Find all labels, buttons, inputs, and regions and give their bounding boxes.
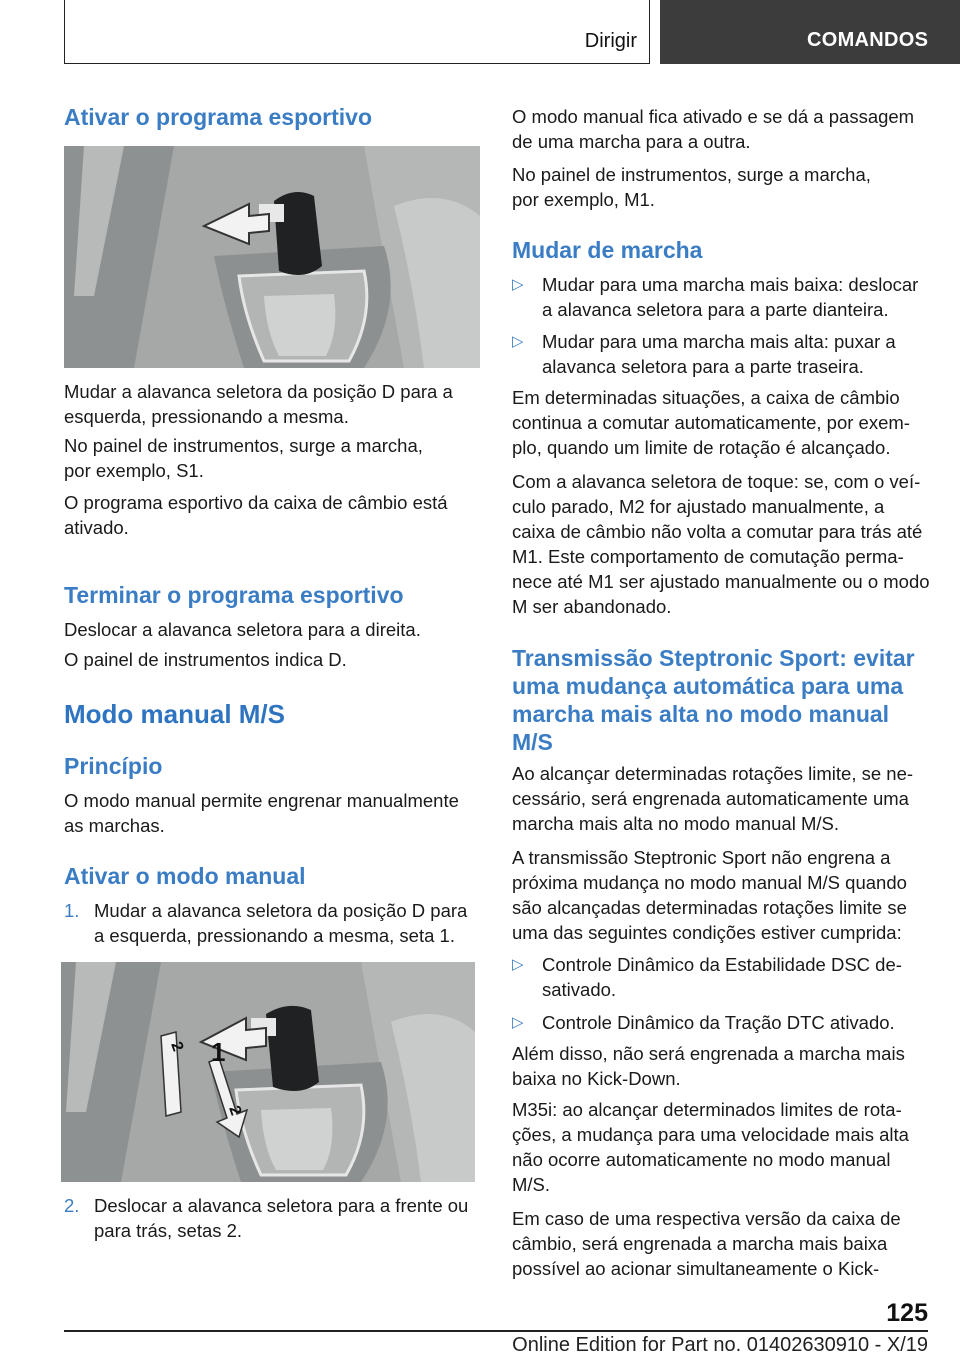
figure-gear-selector-manual bbox=[61, 962, 475, 1182]
heading-steptronic: Transmissão Steptronic Sport: evitar uma mudança automática para uma marcha mais alta no modo manual M/S bbox=[512, 645, 915, 755]
paragraph-touch-lever: Com a alavanca seletora de toque: se, com o veículo parado, M2 for ajustado manualmente, a caixa de câmbio não volta a comutar para trás até M1. Este comportamento de comutação permanece até M1 ser ajustado manualmente ou o modo M ser abandonado. bbox=[512, 471, 930, 617]
heading-activate-sport: Ativar o programa esportivo bbox=[64, 104, 373, 130]
paragraph-m35i: M35i: ao alcançar determinados limites de rotações, a mudança para uma velocidade mais alta não ocorre automaticamente no modo manual M/S. bbox=[512, 1099, 909, 1195]
bullet-marker: ▷ bbox=[512, 276, 524, 293]
figure-gear-selector-sport bbox=[64, 146, 480, 368]
heading-end-sport: Terminar o programa esportivo bbox=[64, 582, 404, 608]
paragraph-end-sport-display: O painel de instrumentos indica D. bbox=[64, 649, 347, 670]
bullet-dsc-text: Controle Dinâmico da Estabilidade DSC desativado. bbox=[542, 954, 902, 1000]
step-2-text: Deslocar a alavanca seletora para a frente ou para trás, setas 2. bbox=[94, 1195, 469, 1241]
gear-selector-manual-illustration bbox=[61, 962, 475, 1182]
gear-selector-illustration bbox=[64, 146, 480, 368]
paragraph-principle: O modo manual permite engrenar manualmente as marchas. bbox=[64, 790, 459, 836]
paragraph-end-sport-move: Deslocar a alavanca seletora para a direita. bbox=[64, 619, 421, 640]
paragraph-limit-rpm: Ao alcançar determinadas rotações limite, se necessário, será engrenada automaticamente uma marcha mais alta no modo manual M/S. bbox=[512, 763, 914, 834]
paragraph-manual-active: O modo manual fica ativado e se dá a passagem de uma marcha para a outra. bbox=[512, 106, 915, 152]
paragraph-sport-active: O programa esportivo da caixa de câmbio está ativado. bbox=[64, 492, 448, 538]
heading-shift-gear: Mudar de marcha bbox=[512, 237, 703, 263]
footer-edition: Online Edition for Part no. 01402630910 - X/19 bbox=[512, 1334, 928, 1356]
bullet-marker: ▷ bbox=[512, 956, 524, 973]
step-1-text: Mudar a alavanca seletora da posição D para a esquerda, pressionando a mesma, seta 1. bbox=[94, 900, 468, 946]
paragraph-auto-shift: Em determinadas situações, a caixa de câmbio continua a comutar automaticamente, por exemplo, quando um limite de rotação é alcançado. bbox=[512, 387, 910, 458]
page-number: 125 bbox=[886, 1299, 928, 1327]
arrow-label-1: 1 bbox=[211, 1037, 226, 1067]
bullet-marker: ▷ bbox=[512, 333, 524, 350]
arrow-label-2-back: 2 bbox=[225, 1103, 245, 1118]
footer-divider bbox=[64, 1330, 928, 1332]
paragraph-sport-move: Mudar a alavanca seletora da posição D para a esquerda, pressionando a mesma. bbox=[64, 381, 453, 427]
bullet-shift-down bbox=[512, 272, 930, 322]
bullet-dtc-text: Controle Dinâmico da Tração DTC ativado. bbox=[542, 1012, 895, 1033]
bullet-shift-up bbox=[512, 329, 930, 379]
step-1 bbox=[64, 898, 482, 948]
bullet-marker: ▷ bbox=[512, 1014, 524, 1031]
bullet-shift-down-text: Mudar para uma marcha mais baixa: deslocar a alavanca seletora para a parte dianteira. bbox=[542, 274, 919, 320]
paragraph-kickdown: Além disso, não será engrenada a marcha mais baixa no Kick-Down. bbox=[512, 1043, 905, 1089]
paragraph-gearbox-version: Em caso de uma respectiva versão da caixa de câmbio, será engrenada a marcha mais baixa possível ao acionar simultaneamente o Kick- bbox=[512, 1208, 901, 1279]
heading-activate-manual: Ativar o modo manual bbox=[64, 863, 306, 889]
paragraph-steptronic-conditions: A transmissão Steptronic Sport não engrena a próxima mudança no modo manual M/S quando são alcançadas determinadas rotações limite se uma das seguintes condições estiver cumprida: bbox=[512, 847, 907, 943]
header-section-label: Dirigir bbox=[584, 30, 637, 52]
step-1-number: 1. bbox=[64, 900, 80, 921]
bullet-shift-up-text: Mudar para uma marcha mais alta: puxar a alavanca seletora para a parte traseira. bbox=[542, 331, 896, 377]
step-2-number: 2. bbox=[64, 1195, 80, 1216]
header-chapter-label: COMANDOS bbox=[807, 29, 929, 51]
bullet-dsc bbox=[512, 952, 930, 1002]
header-section-box bbox=[64, 0, 650, 64]
bullet-dtc bbox=[512, 1010, 930, 1035]
paragraph-sport-display: No painel de instrumentos, surge a marcha, por exemplo, S1. bbox=[64, 435, 423, 481]
paragraph-manual-display: No painel de instrumentos, surge a marcha, por exemplo, M1. bbox=[512, 164, 871, 210]
step-2 bbox=[64, 1193, 482, 1243]
arrow-label-2-forward: 2 bbox=[167, 1039, 187, 1054]
heading-manual-mode: Modo manual M/S bbox=[64, 699, 285, 729]
heading-principle: Princípio bbox=[64, 753, 163, 779]
header-chapter-box bbox=[660, 0, 960, 64]
